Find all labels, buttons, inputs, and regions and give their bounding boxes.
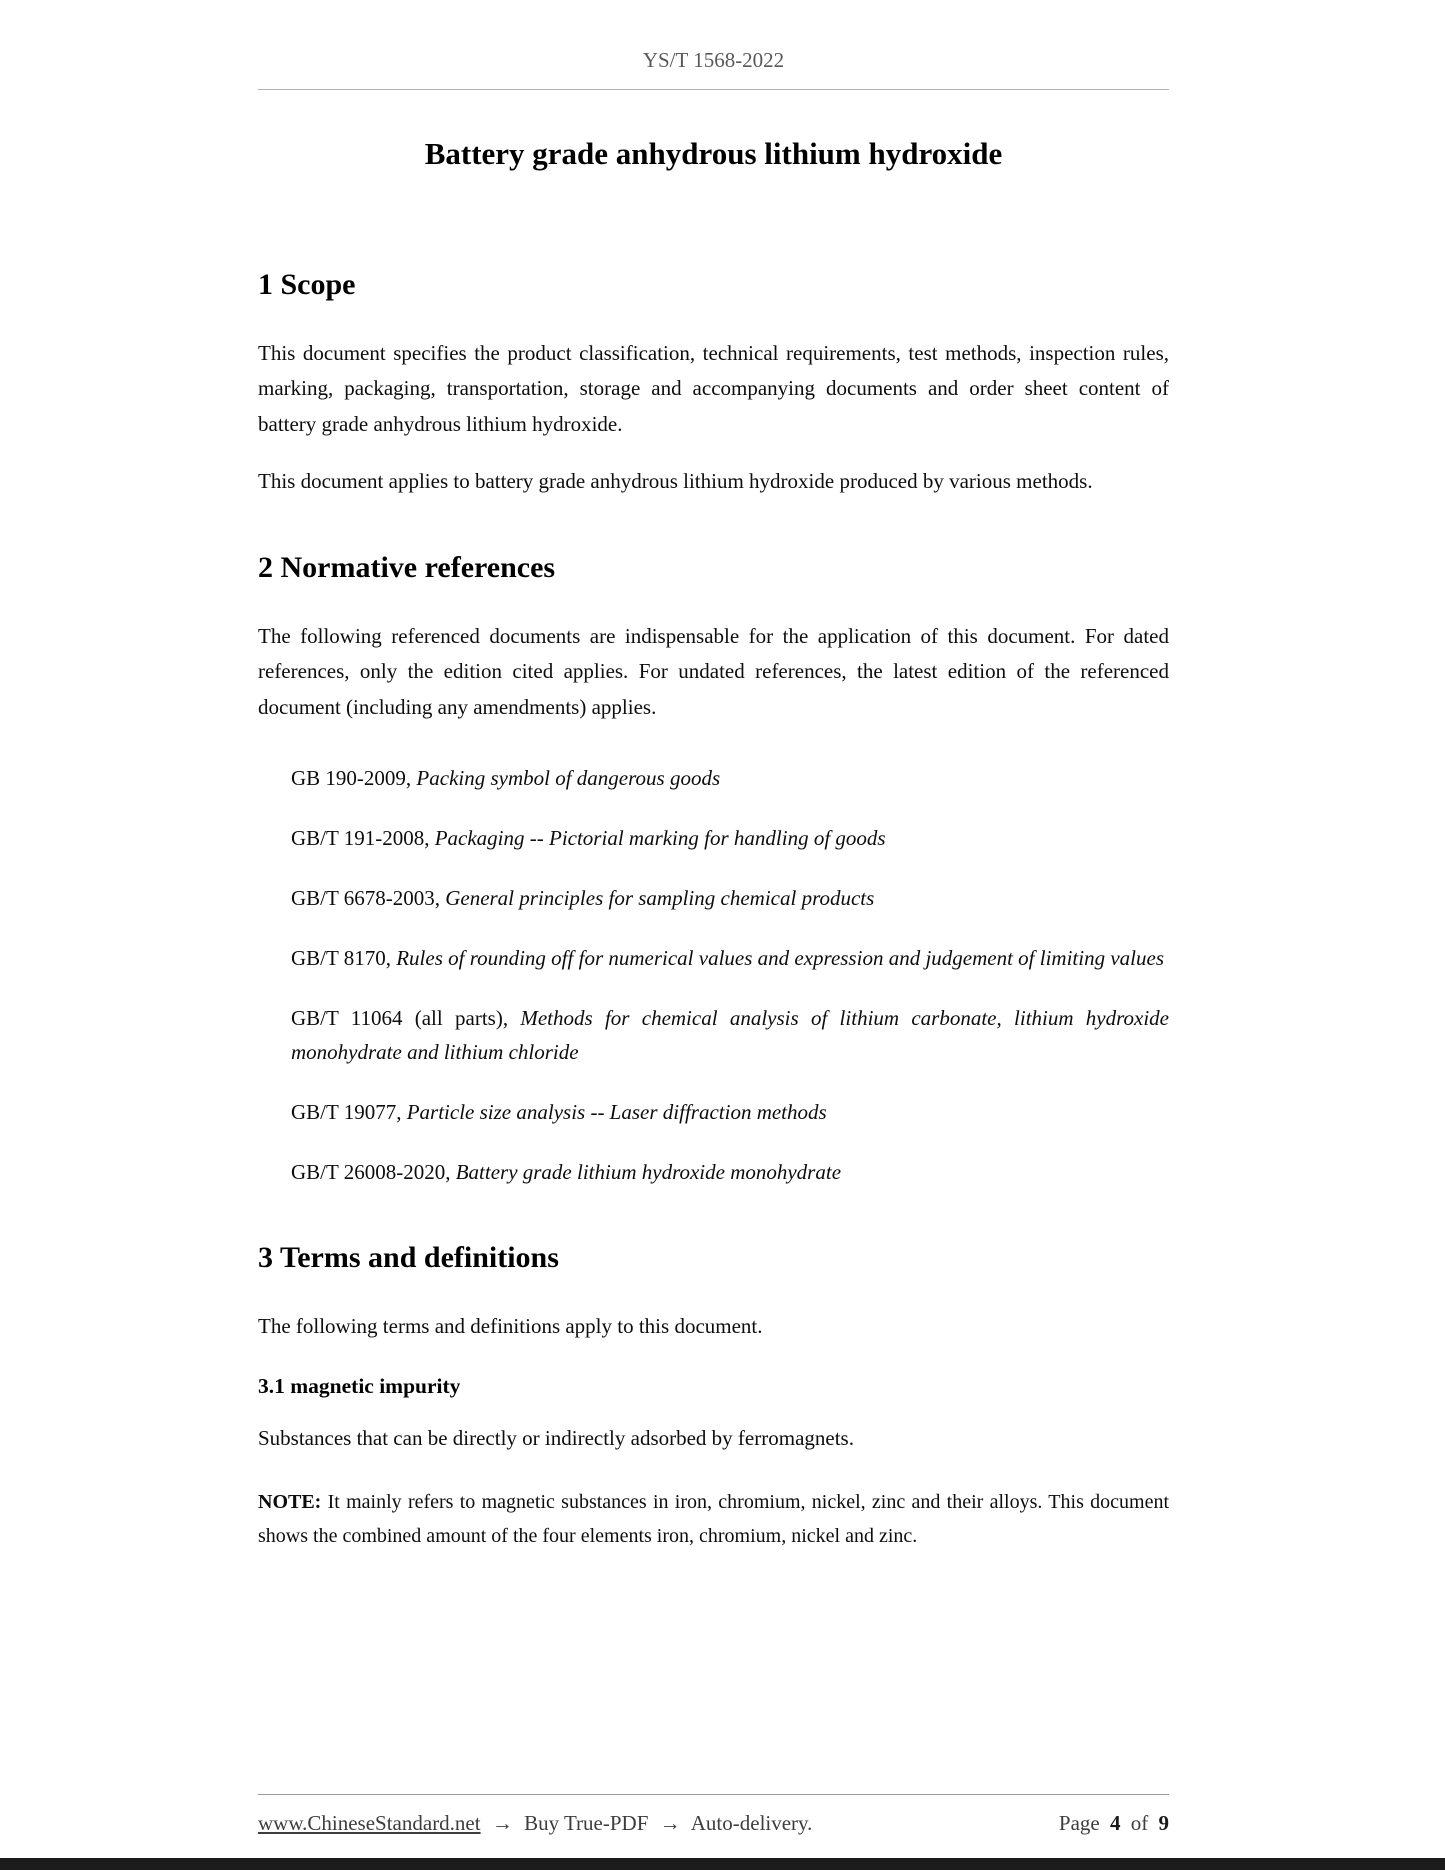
footer-page-indicator xyxy=(1054,1811,1169,1836)
reference-title: Packaging -- Pictorial marking for handling of goods xyxy=(434,825,886,850)
reference-item xyxy=(291,1155,1169,1189)
page-total-number: 9 xyxy=(1158,1811,1169,1835)
subsection-heading-magnetic-impurity: 3.1 magnetic impurity xyxy=(258,1374,461,1399)
reference-item xyxy=(291,1001,1169,1069)
note-paragraph xyxy=(258,1485,1169,1554)
reference-code: GB/T 11064 (all parts), xyxy=(291,1005,509,1030)
reference-code: GB/T 26008-2020, xyxy=(291,1159,451,1184)
reference-item xyxy=(291,761,1169,795)
scope-paragraph-2: This document applies to battery grade anhydrous lithium hydroxide produced by various methods. xyxy=(258,468,1093,493)
doc-number: YS/T 1568-2022 xyxy=(642,48,785,72)
section-heading-normative-references: 2 Normative references xyxy=(258,551,556,585)
references-list xyxy=(258,735,1169,1189)
reference-code: GB/T 191-2008, xyxy=(291,825,430,850)
reference-item xyxy=(291,821,1169,855)
arrow-right-icon: → xyxy=(659,1811,681,1835)
bottom-bar xyxy=(0,1858,1445,1870)
section-heading-terms-definitions: 3 Terms and definitions xyxy=(258,1240,559,1274)
reference-title: Methods for chemical analysis of lithium carbonate, lithium hydroxide monohydrate and lithium chloride xyxy=(291,1005,1169,1064)
reference-title: Rules of rounding off for numerical values and expression and judgement of limiting values xyxy=(396,945,1164,970)
reference-title: Packing symbol of dangerous goods xyxy=(416,765,721,790)
section-heading-scope: 1 Scope xyxy=(258,268,356,301)
scope-paragraph-1: This document specifies the product classification, technical requirements, test methods, inspection rules, marking, packaging, transportation, storage and accompanying documents and order sheet content of battery grade anhydrous lithium hydroxide. xyxy=(258,341,1169,436)
footer-website-link[interactable]: www.ChineseStandard.net xyxy=(258,1811,481,1835)
page-of-label: of xyxy=(1130,1811,1149,1835)
arrow-right-icon: → xyxy=(491,1811,513,1835)
document-title: Battery grade anhydrous lithium hydroxide xyxy=(424,136,1003,171)
footer-buy-text: Buy True-PDF xyxy=(524,1811,649,1835)
reference-title: Battery grade lithium hydroxide monohydrate xyxy=(455,1159,842,1184)
reference-code: GB/T 19077, xyxy=(291,1099,402,1124)
reference-item xyxy=(291,881,1169,915)
page-label: Page xyxy=(1058,1811,1100,1835)
reference-title: General principles for sampling chemical products xyxy=(445,885,875,910)
terms-intro-paragraph: The following terms and definitions apply to this document. xyxy=(258,1313,763,1338)
reference-code: GB/T 8170, xyxy=(291,945,391,970)
normative-intro-paragraph: The following referenced documents are indispensable for the application of this document. For dated references, only the edition cited applies. For undated references, the latest edition of the referenced document (including any amendments) applies. xyxy=(258,624,1169,719)
page-header xyxy=(258,48,1169,90)
footer-delivery-text: Auto-delivery. xyxy=(690,1811,813,1835)
note-label: NOTE: xyxy=(258,1490,322,1513)
page-current-number: 4 xyxy=(1110,1811,1121,1835)
reference-code: GB/T 6678-2003, xyxy=(291,885,440,910)
footer-left xyxy=(258,1811,818,1836)
note-text: It mainly refers to magnetic substances in iron, chromium, nickel, zinc and their alloys. This document shows the combined amount of the four elements iron, chromium, nickel and zinc. xyxy=(258,1490,1169,1547)
reference-title: Particle size analysis -- Laser diffraction methods xyxy=(406,1099,827,1124)
reference-item xyxy=(291,941,1169,975)
reference-item xyxy=(291,1095,1169,1129)
page-footer xyxy=(258,1794,1169,1836)
reference-code: GB 190-2009, xyxy=(291,765,412,790)
magnetic-impurity-definition: Substances that can be directly or indirectly adsorbed by ferromagnets. xyxy=(258,1426,854,1451)
